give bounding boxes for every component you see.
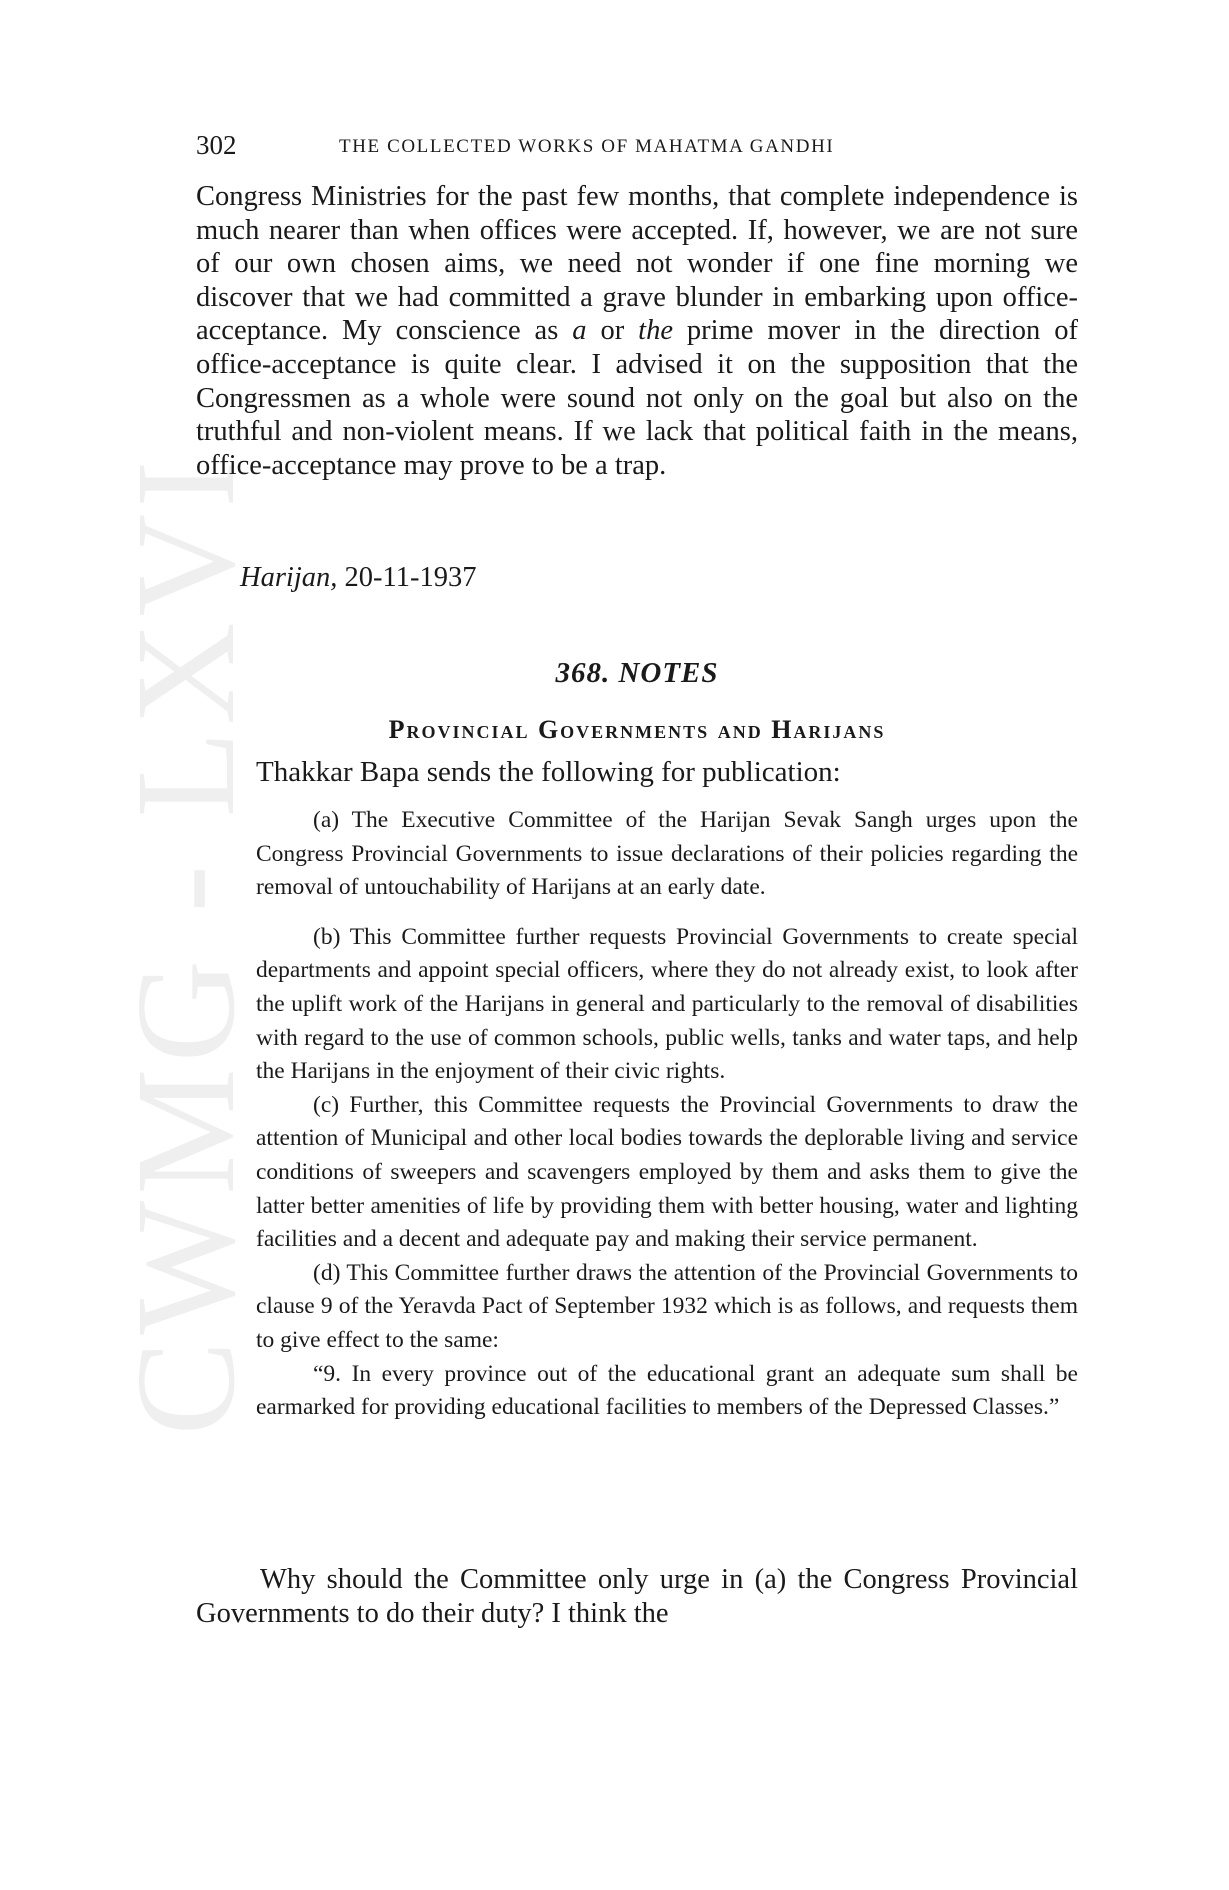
continued-paragraph bbox=[196, 180, 1078, 482]
watermark-text: CWMG - LXVI bbox=[106, 454, 264, 1436]
pact-clause-9: “9. In every province out of the educational grant an adequate sum shall be earmarked for providing educational facilities to members of the Depressed Classes.” bbox=[256, 1360, 1078, 1421]
page-number: 302 bbox=[196, 130, 237, 160]
intro-line: Thakkar Bapa sends the following for publication: bbox=[256, 756, 841, 788]
source-date: 20-11-1937 bbox=[344, 562, 477, 593]
resolution-c: (c) Further, this Committee requests the Provincial Governments to draw the attention of Municipal and other local bodies towards the deplorable living and service conditions of sweepers and scavengers employed by them and asks them to give the latter better amenities of life by providing them with better housing, water and lighting facilities and a decent and adequate pay and making their service permanent. bbox=[256, 1091, 1078, 1253]
header-title: THE COLLECTED WORKS OF MAHATMA GANDHI bbox=[339, 136, 835, 157]
article-title: 368. NOTES bbox=[555, 657, 719, 689]
watermark bbox=[106, 445, 264, 1445]
conscience-after: prime mover in the direction of office-acceptance is quite clear. I advised it on the supposition that the Congressmen as a whole were sound not only on the goal but also on the truthful and non-violent means. If we lack that political faith in the means, office-acceptance may prove to be a trap. bbox=[196, 315, 1079, 481]
source-citation bbox=[240, 562, 476, 594]
conscience-before: My conscience as bbox=[342, 315, 573, 347]
source-publication: Harijan, bbox=[240, 562, 338, 593]
conscience-middle: or bbox=[586, 315, 639, 347]
italic-a: a bbox=[572, 315, 587, 347]
section-heading: Provincial Governments and Harijans bbox=[388, 715, 886, 744]
resolution-a: (a) The Executive Committee of the Harijan Sevak Sangh urges upon the Congress Provincial Governments to issue declarations of their policies regarding the removal of untouchability of Harijans at an early date. bbox=[256, 807, 1078, 901]
resolution-d: (d) This Committee further draws the attention of the Provincial Governments to clause 9 of the Yeravda Pact of September 1932 which is as follows, and requests them to give effect to the same: bbox=[256, 1259, 1078, 1353]
quoted-resolutions bbox=[256, 804, 1078, 1425]
continued-text: Congress Ministries for the past few months, that complete independence is much nearer than when offices were accepted. If, however, we are not sure of our own chosen aims, we need not wonder if one fine morning we discover that we had committed a grave blunder in embarking upon office-acceptance. bbox=[196, 181, 1078, 347]
italic-the: the bbox=[638, 315, 673, 347]
resolution-b: (b) This Committee further requests Provincial Governments to create special departments and appoint special officers, where they do not already exist, to look after the uplift work of the Harijans in general and particularly to the removal of disabilities with regard to the use of common schools, public wells, tanks and water taps, and help the Harijans in the enjoyment of their civic rights. bbox=[256, 923, 1078, 1085]
closing-paragraph: Why should the Committee only urge in (a) the Congress Provincial Governments to do their duty? I think the bbox=[196, 1564, 1078, 1629]
running-head bbox=[196, 130, 1078, 166]
